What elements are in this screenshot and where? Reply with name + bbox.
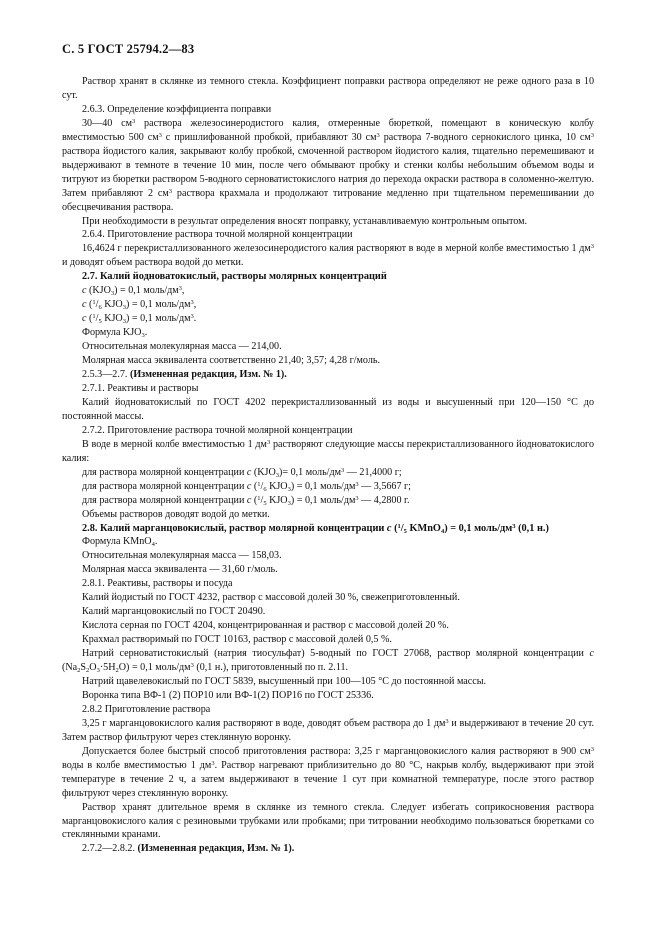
paragraph: 2.6.4. Приготовление раствора точной молярной концентрации bbox=[82, 229, 353, 241]
paragraph: Молярная масса эквивалента — 31,60 г/моль. bbox=[82, 564, 278, 576]
paragraph: для раствора молярной концентрации с ($^1/_5$ $KJO_3) = 0,1$ моль/$дм^3$ — 4,2800 г. bbox=[82, 494, 410, 507]
paragraph: Калий йодноватокислый по ГОСТ 4202 перекристаллизованный из воды и высушенный при 120—150 °С до постоянной массы. bbox=[62, 396, 594, 422]
paragraph: 2.7.2—2.8.2. (Измененная редакция, Изм. № 1). bbox=[82, 843, 295, 855]
paragraph: Объемы растворов доводят водой до метки. bbox=[82, 508, 270, 520]
paragraph: для раствора молярной концентрации с $(KJO_3)= 0,1$ моль/$дм^3$ — 21,4000 г; bbox=[82, 466, 402, 479]
paragraph: 2.6.3. Определение коэффициента поправки bbox=[82, 103, 272, 115]
paragraph: для раствора молярной концентрации с ($^1/_6$ $KJO_3) = 0,1$ моль/$дм^3$ — 3,5667 г; bbox=[82, 480, 411, 493]
paragraph: Калий йодистый по ГОСТ 4232, раствор с массовой долей 30 %, свежеприготовленный. bbox=[82, 592, 460, 604]
paragraph: 30—40 $см^3$ раствора железосинеродистого калия, отмеренные бюреткой, помещают в коническую колбу вместимостью 500 $см^3$ с пришлифованной пробкой, прибавляют 30 $см^3$ раствора 7-водного сернокислого цинка, 10 $см^3$ раствора йодистого калия, закрывают колбу пробкой, смоченной раствором йодистого калия, тщательно перемешивают и выдерживают в темноте в течение 10 мин, после чего обмывают пробку и стенки колбы небольшим объемом воды и титруют из бюретки раствором 5-водного серноватистокислого натрия до перехода окраски раствора в соломенно-желтую. Затем прибавляют 2 $см^3$ раствора крахмала и продолжают титрование медленно при тщательном перемешивании до обесцвечивания раствора. bbox=[62, 117, 594, 213]
paragraph: 2.7.2. Приготовление раствора точной молярной концентрации bbox=[82, 424, 353, 436]
document-body bbox=[62, 75, 594, 856]
paragraph: Раствор хранят длительное время в склянке из темного стекла. Следует избегать соприкосновения раствора марганцовокислого калия с резиновыми трубками или пробками; при титровании необходимо пользоваться бюретками со стеклянными кранами. bbox=[62, 801, 594, 841]
paragraph: Калий марганцовокислый по ГОСТ 20490. bbox=[82, 606, 266, 618]
paragraph: Относительная молекулярная масса — 214,00. bbox=[82, 341, 282, 353]
paragraph: Молярная масса эквивалента соответственно 21,40; 3,57; 4,28 г/моль. bbox=[82, 355, 381, 367]
paragraph: Воронка типа ВФ-1 (2) ПОР10 или ВФ-1(2) ПОР16 по ГОСТ 25336. bbox=[82, 689, 374, 701]
page-header: С. 5 ГОСТ 25794.2—83 bbox=[62, 42, 195, 56]
paragraph: с ($^1/_6$ $KJO_3) = 0,1$ моль/$дм^3$, bbox=[82, 299, 197, 312]
paragraph: При необходимости в результат определения вносят поправку, устанавливаемую контрольным опытом. bbox=[82, 215, 528, 227]
paragraph: Относительная молекулярная масса — 158,03. bbox=[82, 550, 282, 562]
paragraph: Допускается более быстрый способ приготовления раствора: 3,25 г марганцовокислого калия растворяют в 900 $см^3$ воды в колбе вместимостью 1 $дм^3$. Раствор нагревают приблизительно до 80 °С, накрыв колбу, выдерживают при этой температуре в течение 2 ч, а затем выдерживают в течение 1 сут при комнатной температуре, после этого раствор фильтруют через стеклянную воронку. bbox=[62, 745, 595, 799]
paragraph: 2.8.2 Приготовление раствора bbox=[82, 703, 211, 715]
paragraph: В воде в мерной колбе вместимостью 1 $дм^3$ растворяют следующие массы перекристаллизованного йодноватокислого калия: bbox=[62, 438, 594, 464]
paragraph: с $(KJO_3) = 0,1$ моль/$дм^3$, bbox=[82, 285, 185, 298]
paragraph: 2.7. Калий йодноватокислый, растворы молярных концентраций bbox=[82, 271, 387, 283]
paragraph: 16,4624 г перекристаллизованного железосинеродистого калия растворяют в воде в мерной колбе вместимостью 1 $дм^3$ и доводят объем раствора водой до метки. bbox=[62, 243, 594, 269]
document-page bbox=[62, 42, 594, 856]
paragraph: с ($^1/_5$ $KJO_3) = 0,1$ моль/$дм^3$. bbox=[82, 313, 197, 326]
paragraph: Формула $KJO_3$. bbox=[82, 327, 148, 340]
paragraph: Крахмал растворимый по ГОСТ 10163, раствор с массовой долей 0,5 %. bbox=[82, 634, 392, 646]
paragraph: Натрий серноватистокислый (натрия тиосульфат) 5-водный по ГОСТ 27068, раствор молярной концентрации с $(Na_2S_2O_3\cdot 5H_2O) = 0,1$ моль/$дм^3$ (0,1 н.), приготовленный по п. 2.11. bbox=[62, 648, 594, 675]
paragraph: 2.8. Калий марганцовокислый, раствор молярной концентрации с ($^1/_5$ KMnO$_4$) = 0,1 моль/$дм^3$ (0,1 н.) bbox=[82, 522, 549, 535]
paragraph: Формула KMnO$_4$. bbox=[82, 536, 158, 549]
paragraph: 2.7.1. Реактивы и растворы bbox=[82, 382, 199, 394]
paragraph: 2.8.1. Реактивы, растворы и посуда bbox=[82, 578, 233, 590]
paragraph: 2.5.3—2.7. (Измененная редакция, Изм. № 1). bbox=[82, 369, 287, 381]
paragraph: Кислота серная по ГОСТ 4204, концентрированная и раствор с массовой долей 20 %. bbox=[82, 620, 449, 632]
paragraph: Натрий щавелевокислый по ГОСТ 5839, высушенный при 100—105 °С до постоянной массы. bbox=[82, 675, 487, 687]
paragraph: 3,25 г марганцовокислого калия растворяют в воде, доводят объем раствора до 1 $дм^3$ и выдерживают в течение 20 сут. Затем раствор фильтруют через стеклянную воронку. bbox=[62, 717, 594, 743]
paragraph: Раствор хранят в склянке из темного стекла. Коэффициент поправки раствора определяют не реже одного раза в 10 сут. bbox=[62, 76, 594, 101]
